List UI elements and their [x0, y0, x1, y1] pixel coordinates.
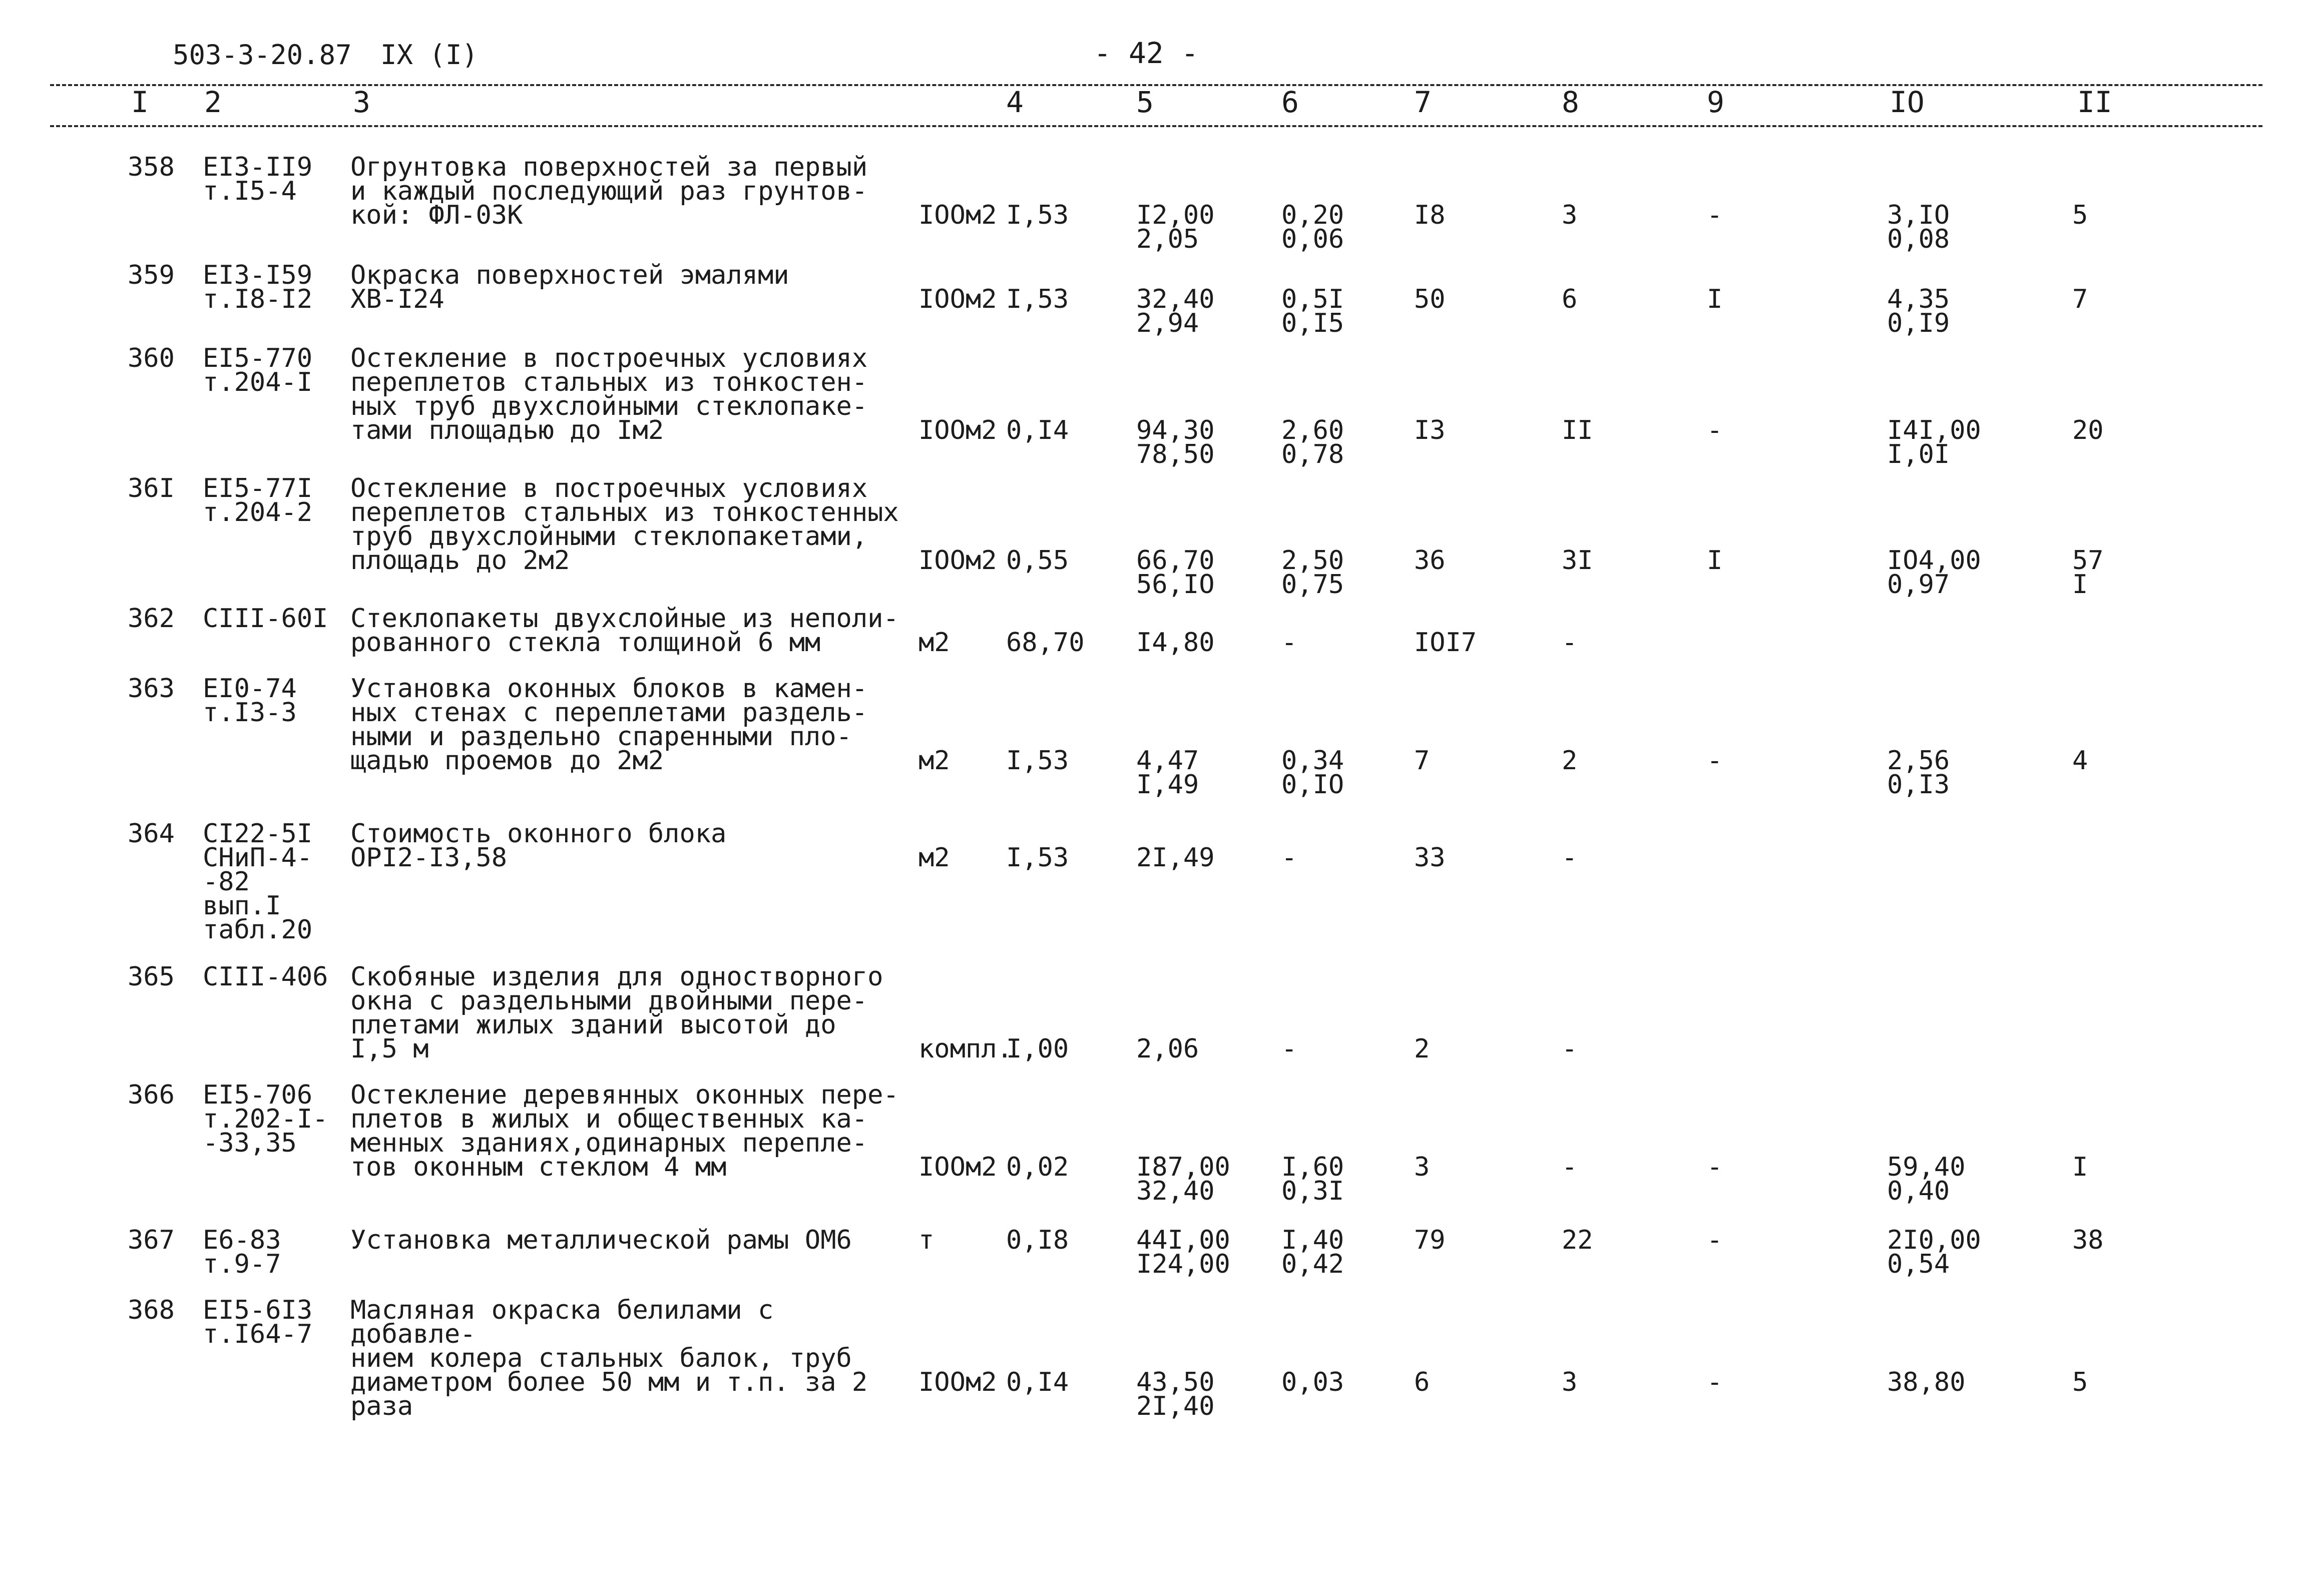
col-11-value: 7 [2072, 284, 2088, 314]
table-row [0, 343, 2305, 476]
norm-code: EI5-6I3 т.I64-7 [203, 1295, 313, 1349]
unit: IOOм2 [918, 1367, 997, 1397]
norm-code: EI5-77I т.204-2 [203, 473, 313, 527]
col-5-value: I87,00 32,40 [1136, 1152, 1230, 1206]
quantity: 0,02 [1006, 1152, 1069, 1182]
col-6-value: - [1281, 1034, 1297, 1064]
col-5-value: 44I,00 I24,00 [1136, 1225, 1230, 1279]
col-9-value: I [1707, 284, 1723, 314]
row-number: 364 [128, 819, 175, 849]
col-5-value: 4,47 I,49 [1136, 746, 1199, 800]
row-number: 360 [128, 343, 175, 373]
col-8-value: 22 [1562, 1225, 1593, 1255]
col-9-value: - [1707, 200, 1723, 230]
col-6-value: 0,20 0,06 [1281, 200, 1344, 254]
col-6-value: - [1281, 628, 1297, 658]
col-6-value: 0,5I 0,I5 [1281, 284, 1344, 338]
col-8-value: - [1562, 628, 1578, 658]
unit: IOOм2 [918, 200, 997, 230]
section-number: IX (I) [380, 39, 479, 71]
col-11-value: 4 [2072, 746, 2088, 776]
col-6-value: 2,60 0,78 [1281, 415, 1344, 469]
quantity: 0,I4 [1006, 415, 1069, 445]
work-description: Скобяные изделия для одностворного окна с раздельными двойными пере- плетами жилых зданий высотой до I,5 м [350, 962, 883, 1064]
col-7-value: I3 [1414, 415, 1446, 445]
col-7-value: IOI7 [1414, 628, 1477, 658]
unit: м2 [918, 746, 950, 776]
work-description: Остекление в построечных условиях переплетов стальных из тонкостенных труб двухслойными стеклопакетами, площадь до 2м2 [350, 473, 899, 576]
col-8-value: 3 [1562, 200, 1578, 230]
col-11-value: I [2072, 1152, 2088, 1182]
col-9-value: - [1707, 415, 1723, 445]
work-description: Стеклопакеты двухслойные из неполи- рованного стекла толщиной 6 мм [350, 604, 899, 658]
table-row [0, 674, 2305, 822]
col-10-value: 59,40 0,40 [1887, 1152, 1966, 1206]
col-9-value: - [1707, 1225, 1723, 1255]
quantity: 0,I8 [1006, 1225, 1069, 1255]
col-10-value: 3,IO 0,08 [1887, 200, 1950, 254]
norm-code: EI5-706 т.202-I- -33,35 [203, 1080, 328, 1158]
norm-code: EI3-II9 т.I5-4 [203, 152, 313, 206]
col-10-value: 2I0,00 0,54 [1887, 1225, 1981, 1279]
col-5-value: 94,30 78,50 [1136, 415, 1215, 469]
col-8-value: 3I [1562, 546, 1593, 576]
quantity: I,00 [1006, 1034, 1069, 1064]
work-description: Масляная окраска белилами с добавле- нием колера стальных балок, труб диаметром более 50 мм и т.п. за 2 раза [350, 1295, 868, 1421]
unit: м2 [918, 628, 950, 658]
col-8-value: 3 [1562, 1367, 1578, 1397]
col-8-value: 2 [1562, 746, 1578, 776]
col-7-value: 79 [1414, 1225, 1446, 1255]
col-11-value: 5 [2072, 200, 2088, 230]
col-7-value: 36 [1414, 546, 1446, 576]
col-10-value: 38,80 [1887, 1367, 1966, 1397]
document-code: 503-3-20.87 [173, 39, 352, 71]
row-number: 366 [128, 1080, 175, 1110]
unit: т [918, 1225, 935, 1255]
col-8-value: - [1562, 1152, 1578, 1182]
col-7-value: 33 [1414, 843, 1446, 873]
col-num: IO [1890, 85, 1925, 119]
norm-code: EI5-770 т.204-I [203, 343, 313, 397]
col-7-value: 6 [1414, 1367, 1430, 1397]
norm-code: EI3-I59 т.I8-I2 [203, 260, 313, 314]
col-6-value: I,60 0,3I [1281, 1152, 1344, 1206]
quantity: I,53 [1006, 843, 1069, 873]
header-rule-bottom [50, 125, 2262, 127]
unit: IOOм2 [918, 284, 997, 314]
col-11-value: 38 [2072, 1225, 2104, 1255]
row-number: 36I [128, 473, 175, 503]
col-6-value: I,40 0,42 [1281, 1225, 1344, 1279]
work-description: Установка металлической рамы ОМ6 [350, 1225, 852, 1255]
col-5-value: 2I,49 [1136, 843, 1215, 873]
col-6-value: 0,03 [1281, 1367, 1344, 1397]
unit: IOOм2 [918, 415, 997, 445]
col-5-value: 66,70 56,IO [1136, 546, 1215, 600]
quantity: 0,55 [1006, 546, 1069, 576]
col-6-value: 2,50 0,75 [1281, 546, 1344, 600]
col-num: 3 [353, 85, 370, 119]
col-11-value: 20 [2072, 415, 2104, 445]
col-num: 9 [1707, 85, 1724, 119]
work-description: Остекление деревянных оконных пере- плетов в жилых и общественных ка- менных зданиях,одинарных переплe- тов оконным стеклом 4 мм [350, 1080, 899, 1182]
col-7-value: 2 [1414, 1034, 1430, 1064]
col-num: 2 [204, 85, 222, 119]
table-row [0, 473, 2305, 607]
work-description: Окраска поверхностей эмалями ХВ-I24 [350, 260, 789, 314]
row-number: 365 [128, 962, 175, 992]
col-num: II [2077, 85, 2112, 119]
quantity: I,53 [1006, 284, 1069, 314]
col-5-value: I2,00 2,05 [1136, 200, 1215, 254]
table-row [0, 260, 2305, 346]
col-10-value: IO4,00 0,97 [1887, 546, 1981, 600]
col-8-value: II [1562, 415, 1593, 445]
col-7-value: 3 [1414, 1152, 1430, 1182]
col-10-value: I4I,00 I,0I [1887, 415, 1981, 469]
table-row [0, 1225, 2305, 1298]
norm-code: CIII-60I [203, 604, 328, 634]
unit: м2 [918, 843, 950, 873]
col-6-value: - [1281, 843, 1297, 873]
col-num: 4 [1006, 85, 1024, 119]
col-num: 8 [1562, 85, 1579, 119]
col-7-value: I8 [1414, 200, 1446, 230]
col-5-value: 32,40 2,94 [1136, 284, 1215, 338]
row-number: 363 [128, 674, 175, 704]
col-6-value: 0,34 0,IO [1281, 746, 1344, 800]
table-row [0, 152, 2305, 263]
col-9-value: - [1707, 1152, 1723, 1182]
col-11-value: 57 I [2072, 546, 2104, 600]
col-8-value: - [1562, 843, 1578, 873]
table-row [0, 1080, 2305, 1228]
unit: IOOм2 [918, 1152, 997, 1182]
col-num: I [131, 85, 149, 119]
col-num: 5 [1136, 85, 1154, 119]
col-num: 7 [1414, 85, 1432, 119]
work-description: Огрунтовка поверхностей за первый и каждый последующий раз грунтов- кой: ФЛ-03К [350, 152, 868, 230]
norm-code: CI22-5I СНиП-4- -82 вып.I табл.20 [203, 819, 313, 945]
quantity: 68,70 [1006, 628, 1085, 658]
col-10-value: 2,56 0,I3 [1887, 746, 1950, 800]
row-number: 359 [128, 260, 175, 290]
quantity: I,53 [1006, 200, 1069, 230]
col-7-value: 50 [1414, 284, 1446, 314]
work-description: Остекление в построечных условиях переплетов стальных из тонкостен- ных труб двухслойными стеклопаке- тами площадью до Iм2 [350, 343, 868, 445]
col-10-value: 4,35 0,I9 [1887, 284, 1950, 338]
col-7-value: 7 [1414, 746, 1430, 776]
norm-code: EI0-74 т.I3-3 [203, 674, 297, 728]
work-description: Установка оконных блоков в камен- ных стенах с переплетами раздель- ными и раздельно спаренными пло- щадью проемов до 2м2 [350, 674, 868, 776]
col-5-value: 43,50 2I,40 [1136, 1367, 1215, 1421]
unit: компл. [918, 1034, 1013, 1064]
col-8-value: - [1562, 1034, 1578, 1064]
table-row [0, 962, 2305, 1083]
col-9-value: - [1707, 1367, 1723, 1397]
quantity: I,53 [1006, 746, 1069, 776]
quantity: 0,I4 [1006, 1367, 1069, 1397]
column-number-row [0, 85, 2305, 125]
col-5-value: I4,80 [1136, 628, 1215, 658]
unit: IOOм2 [918, 546, 997, 576]
row-number: 368 [128, 1295, 175, 1325]
row-number: 362 [128, 604, 175, 634]
norm-code: E6-83 т.9-7 [203, 1225, 281, 1279]
norm-code: CIII-406 [203, 962, 328, 992]
row-number: 367 [128, 1225, 175, 1255]
work-description: Стоимость оконного блока OPI2-I3,58 [350, 819, 727, 873]
table-row [0, 604, 2305, 677]
col-9-value: I [1707, 546, 1723, 576]
estimate-table [0, 152, 2305, 1428]
row-number: 358 [128, 152, 175, 182]
col-8-value: 6 [1562, 284, 1578, 314]
table-row [0, 819, 2305, 965]
page-number: - 42 - [1094, 36, 1199, 70]
col-11-value: 5 [2072, 1367, 2088, 1397]
col-num: 6 [1281, 85, 1299, 119]
col-9-value: - [1707, 746, 1723, 776]
col-5-value: 2,06 [1136, 1034, 1199, 1064]
table-row [0, 1295, 2305, 1428]
